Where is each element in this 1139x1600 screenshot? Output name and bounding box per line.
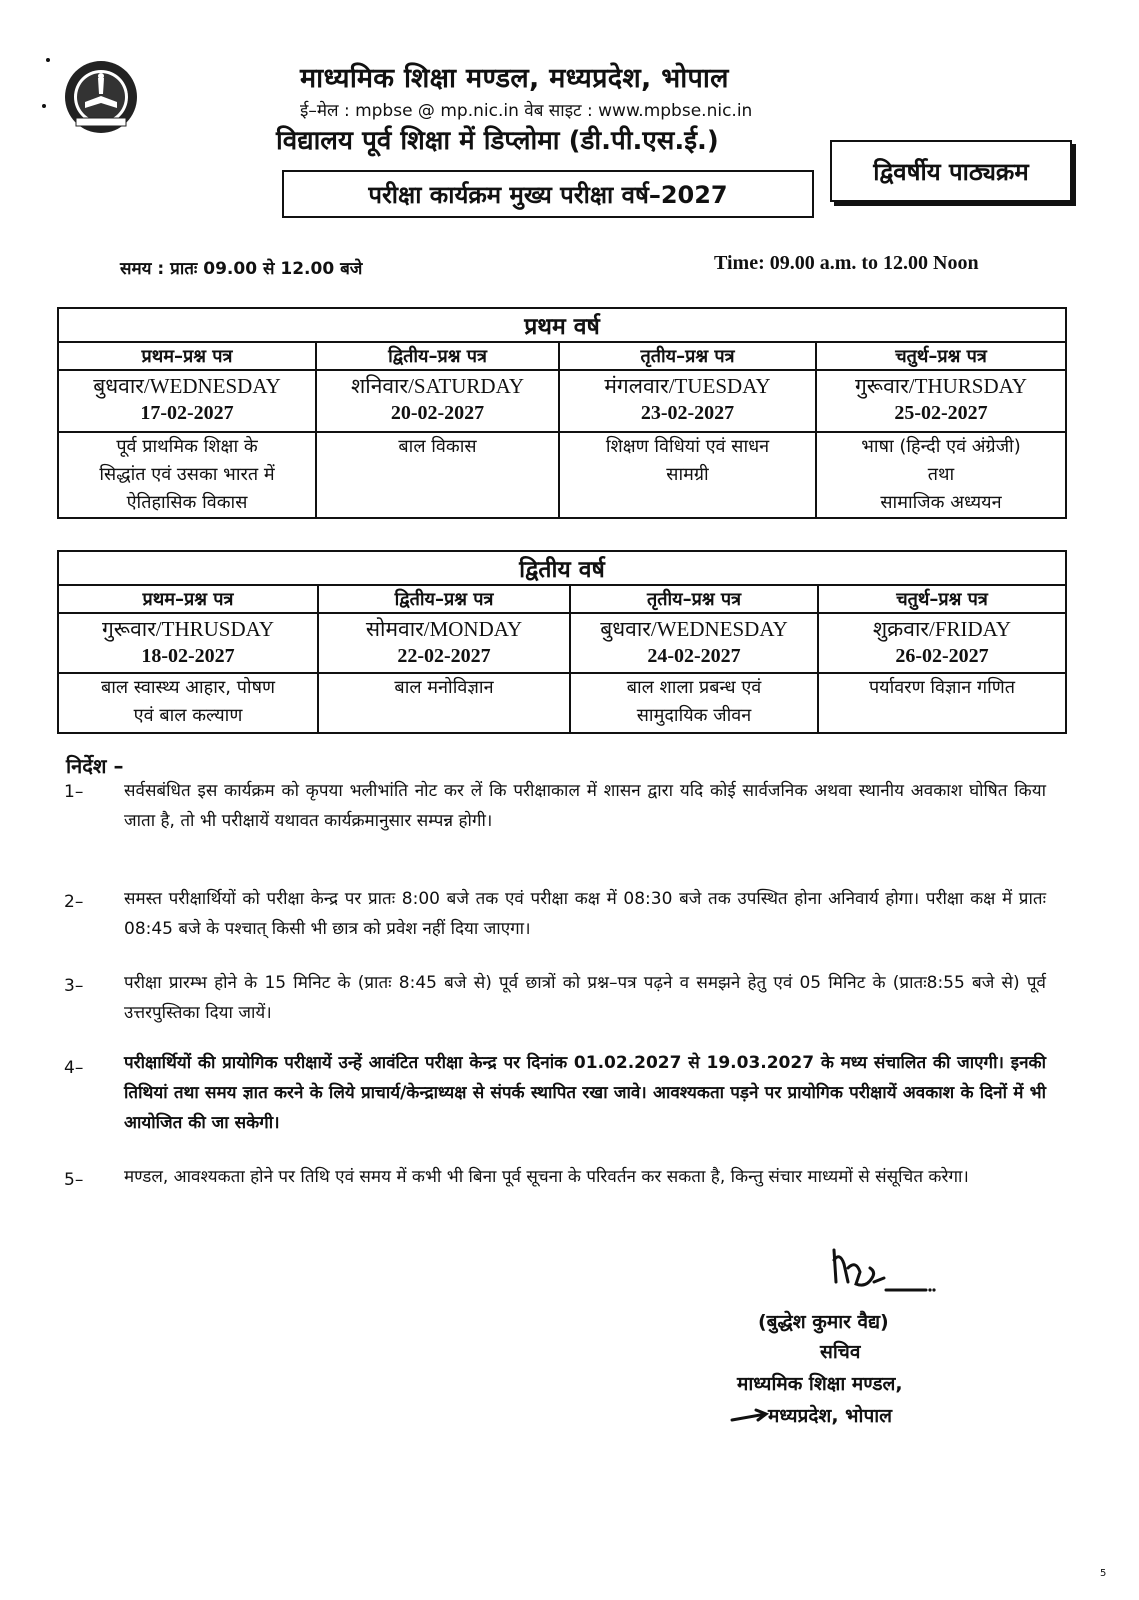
scan-dot xyxy=(42,104,46,108)
exam-day-cell xyxy=(58,370,316,432)
subject-line: शिक्षण विधियां एवं साधन xyxy=(605,436,770,457)
exam-title-box xyxy=(282,170,814,218)
signatory-organization: माध्यमिक शिक्षा मण्डल, xyxy=(737,1373,903,1395)
scan-dot xyxy=(46,58,50,62)
handwritten-signature xyxy=(826,1238,936,1298)
exam-date: 23-02-2027 xyxy=(640,402,735,424)
instruction-text: परीक्षार्थियों की प्रायोगिक परीक्षायें उन्हें आवंटित परीक्षा केन्द्र पर दिनांक 01.02.2027 से 19.03.2027 के मध्य संचालित की जाएगी। इनकी तिथियां तथा समय ज्ञात करने के लिये प्राचार्य/केन्द्राध्यक्ष से संपर्क स्थापित रखा जावे। आवश्यकता पड़ने पर प्रायोगिक परीक्षायें अवकाश के दिनों में भी आयोजित की जा सकेगी। xyxy=(124,1053,1046,1133)
instruction-number: 5– xyxy=(64,1170,84,1190)
subject-line: सामुदायिक जीवन xyxy=(636,705,752,726)
exam-date: 26-02-2027 xyxy=(895,645,989,667)
subject-line: सिद्धांत एवं उसका भारत में xyxy=(99,464,275,485)
contact-line: ई–मेल : mpbse @ mp.nic.in वेब साइट : www.mpbse.nic.in xyxy=(300,101,753,121)
exam-date: 17-02-2027 xyxy=(140,402,234,424)
signatory-designation: सचिव xyxy=(820,1341,861,1363)
subject-cell xyxy=(58,432,316,518)
instructions-title: निर्देश – xyxy=(66,754,124,778)
instruction-number: 4– xyxy=(64,1058,84,1078)
subject-cell xyxy=(559,432,816,518)
board-name: माध्यमिक शिक्षा मण्डल, मध्यप्रदेश, भोपाल xyxy=(300,63,729,94)
instruction-text: समस्त परीक्षार्थियों को परीक्षा केन्द्र पर प्रातः 8:00 बजे तक एवं परीक्षा कक्ष में 08:30 बजे तक उपस्थित होना अनिवार्य होगा। परीक्षा कक्ष में प्रातः 08:45 बजे के पश्चात् किसी भी छात्र को प्रवेश नहीं दिया जाएगा। xyxy=(124,889,1046,939)
exam-day: बुधवार/WEDNESDAY xyxy=(600,617,788,641)
exam-day: बुधवार/WEDNESDAY xyxy=(93,374,281,398)
year1-schedule-table xyxy=(57,307,1067,519)
arrow-mark-icon xyxy=(730,1408,770,1424)
paper-header: तृतीय–प्रश्न पत्र xyxy=(570,585,818,613)
subject-cell xyxy=(318,673,570,733)
signatory-place: मध्यप्रदेश, भोपाल xyxy=(768,1405,893,1427)
instruction-text: परीक्षा प्रारम्भ होने के 15 मिनिट के (प्रातः 8:45 बजे से) पूर्व छात्रों को प्रश्न–पत्र पढ़ने व समझने हेतु एवं 05 मिनिट के (प्रातः8:55 बजे से) पूर्व उत्तरपुस्तिका दिया जायें। xyxy=(124,973,1046,1023)
subject-cell xyxy=(818,673,1066,733)
duration-label: द्विवर्षीय पाठ्यक्रम xyxy=(873,157,1029,186)
subject-line: बाल शाला प्रबन्ध एवं xyxy=(626,677,762,698)
instruction-number: 3– xyxy=(64,976,84,996)
subject-line: सामग्री xyxy=(666,464,709,485)
instruction-number: 1– xyxy=(64,782,84,802)
paper-header: चतुर्थ–प्रश्न पत्र xyxy=(816,342,1066,370)
time-english: Time: 09.00 a.m. to 12.00 Noon xyxy=(714,252,979,274)
exam-date: 25-02-2027 xyxy=(894,402,988,424)
signatory-name: (बुद्धेश कुमार वैद्य) xyxy=(758,1311,889,1333)
exam-title: परीक्षा कार्यक्रम मुख्य परीक्षा वर्ष–2027 xyxy=(368,180,728,209)
exam-day: सोमवार/MONDAY xyxy=(365,617,523,641)
paper-header: तृतीय–प्रश्न पत्र xyxy=(559,342,816,370)
paper-header: द्वितीय–प्रश्न पत्र xyxy=(316,342,559,370)
duration-box xyxy=(830,140,1072,202)
exam-date: 18-02-2027 xyxy=(141,645,235,667)
instruction-text: मण्डल, आवश्यकता होने पर तिथि एवं समय में कभी भी बिना पूर्व सूचना के परिवर्तन कर सकता है, किन्तु संचार माध्यमों से संसूचित करेगा। xyxy=(124,1167,969,1187)
exam-day: गुरूवार/THURSDAY xyxy=(854,374,1028,398)
instruction-text: सर्वसबंधित इस कार्यक्रम को कृपया भलीभांति नोट कर लें कि परीक्षाकाल में शासन द्वारा यदि कोई सार्वजनिक अथवा स्थानीय अवकाश घोषित किया जाता है, तो भी परीक्षायें यथावत कार्यक्रमानुसार सम्पन्न होगी। xyxy=(124,781,1046,831)
time-hindi: समय : प्रातः 09.00 से 12.00 बजे xyxy=(120,259,363,279)
subject-line: बाल विकास xyxy=(398,436,477,457)
subject-line: एवं बाल कल्याण xyxy=(133,705,243,726)
subject-cell xyxy=(816,432,1066,518)
board-logo-icon xyxy=(62,58,140,136)
exam-day: मंगलवार/TUESDAY xyxy=(604,374,771,398)
exam-day-cell xyxy=(559,370,816,432)
exam-day-cell xyxy=(58,613,318,673)
exam-date: 22-02-2027 xyxy=(397,645,491,667)
paper-header: द्वितीय–प्रश्न पत्र xyxy=(318,585,570,613)
subject-cell xyxy=(570,673,818,733)
paper-header: प्रथम–प्रश्न पत्र xyxy=(58,342,316,370)
exam-day: शनिवार/SATURDAY xyxy=(351,374,524,398)
exam-date: 20-02-2027 xyxy=(390,402,485,424)
subject-line: पर्यावरण विज्ञान गणित xyxy=(868,677,1016,698)
subject-line: तथा xyxy=(927,464,955,485)
exam-day-cell xyxy=(570,613,818,673)
paper-header: प्रथम–प्रश्न पत्र xyxy=(58,585,318,613)
exam-day-cell xyxy=(318,613,570,673)
subject-cell xyxy=(316,432,559,518)
subject-line: पूर्व प्राथमिक शिक्षा के xyxy=(116,436,258,457)
paper-header: चतुर्थ–प्रश्न पत्र xyxy=(818,585,1066,613)
subject-cell xyxy=(58,673,318,733)
year2-title: द्वितीय वर्ष xyxy=(58,551,1066,585)
exam-day: गुरूवार/THRUSDAY xyxy=(101,617,275,641)
year2-schedule-table xyxy=(57,550,1067,734)
subject-line: सामाजिक अध्ययन xyxy=(880,492,1002,513)
exam-date: 24-02-2027 xyxy=(647,645,741,667)
exam-day-cell xyxy=(316,370,559,432)
page-number: 5 xyxy=(1100,1568,1107,1579)
year1-title: प्रथम वर्ष xyxy=(58,308,1066,342)
subject-line: बाल स्वास्थ्य आहार, पोषण xyxy=(100,677,275,698)
subject-line: ऐतिहासिक विकास xyxy=(126,492,248,513)
subject-line: बाल मनोविज्ञान xyxy=(394,677,494,698)
exam-day: शुक्रवार/FRIDAY xyxy=(872,617,1012,641)
subject-line: भाषा (हिन्दी एवं अंग्रेजी) xyxy=(861,436,1021,457)
exam-day-cell xyxy=(818,613,1066,673)
exam-day-cell xyxy=(816,370,1066,432)
course-title: विद्यालय पूर्व शिक्षा में डिप्लोमा (डी.पी.एस.ई.) xyxy=(276,126,719,156)
instruction-number: 2– xyxy=(64,892,84,912)
